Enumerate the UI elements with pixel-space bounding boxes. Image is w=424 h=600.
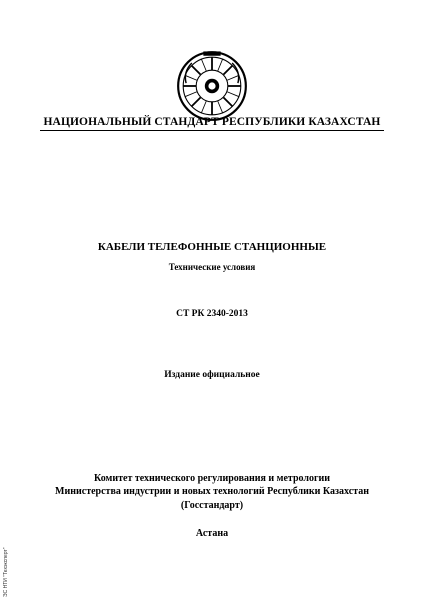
kazakhstan-state-emblem-icon	[176, 50, 248, 122]
standard-code: СТ РК 2340-2013	[176, 309, 248, 319]
organization-line: Министерства индустрии и новых технологий Республики Казахстан	[55, 486, 369, 497]
publication-city: Астана	[195, 528, 229, 539]
document-subtitle: Технические условия	[168, 262, 256, 272]
edition-label: Издание официальное	[164, 370, 260, 380]
standard-header: НАЦИОНАЛЬНЫЙ СТАНДАРТ РЕСПУБЛИКИ КАЗАХСТАН	[43, 116, 381, 128]
organization-line: Комитет технического регулирования и метрологии	[93, 473, 331, 484]
document-title: КАБЕЛИ ТЕЛЕФОННЫЕ СТАНЦИОННЫЕ	[97, 241, 327, 253]
header-divider	[40, 130, 384, 131]
organization-line: (Госстандарт)	[180, 500, 244, 511]
side-watermark-note: ЭС НТИ "Техэксперт"	[3, 547, 9, 597]
